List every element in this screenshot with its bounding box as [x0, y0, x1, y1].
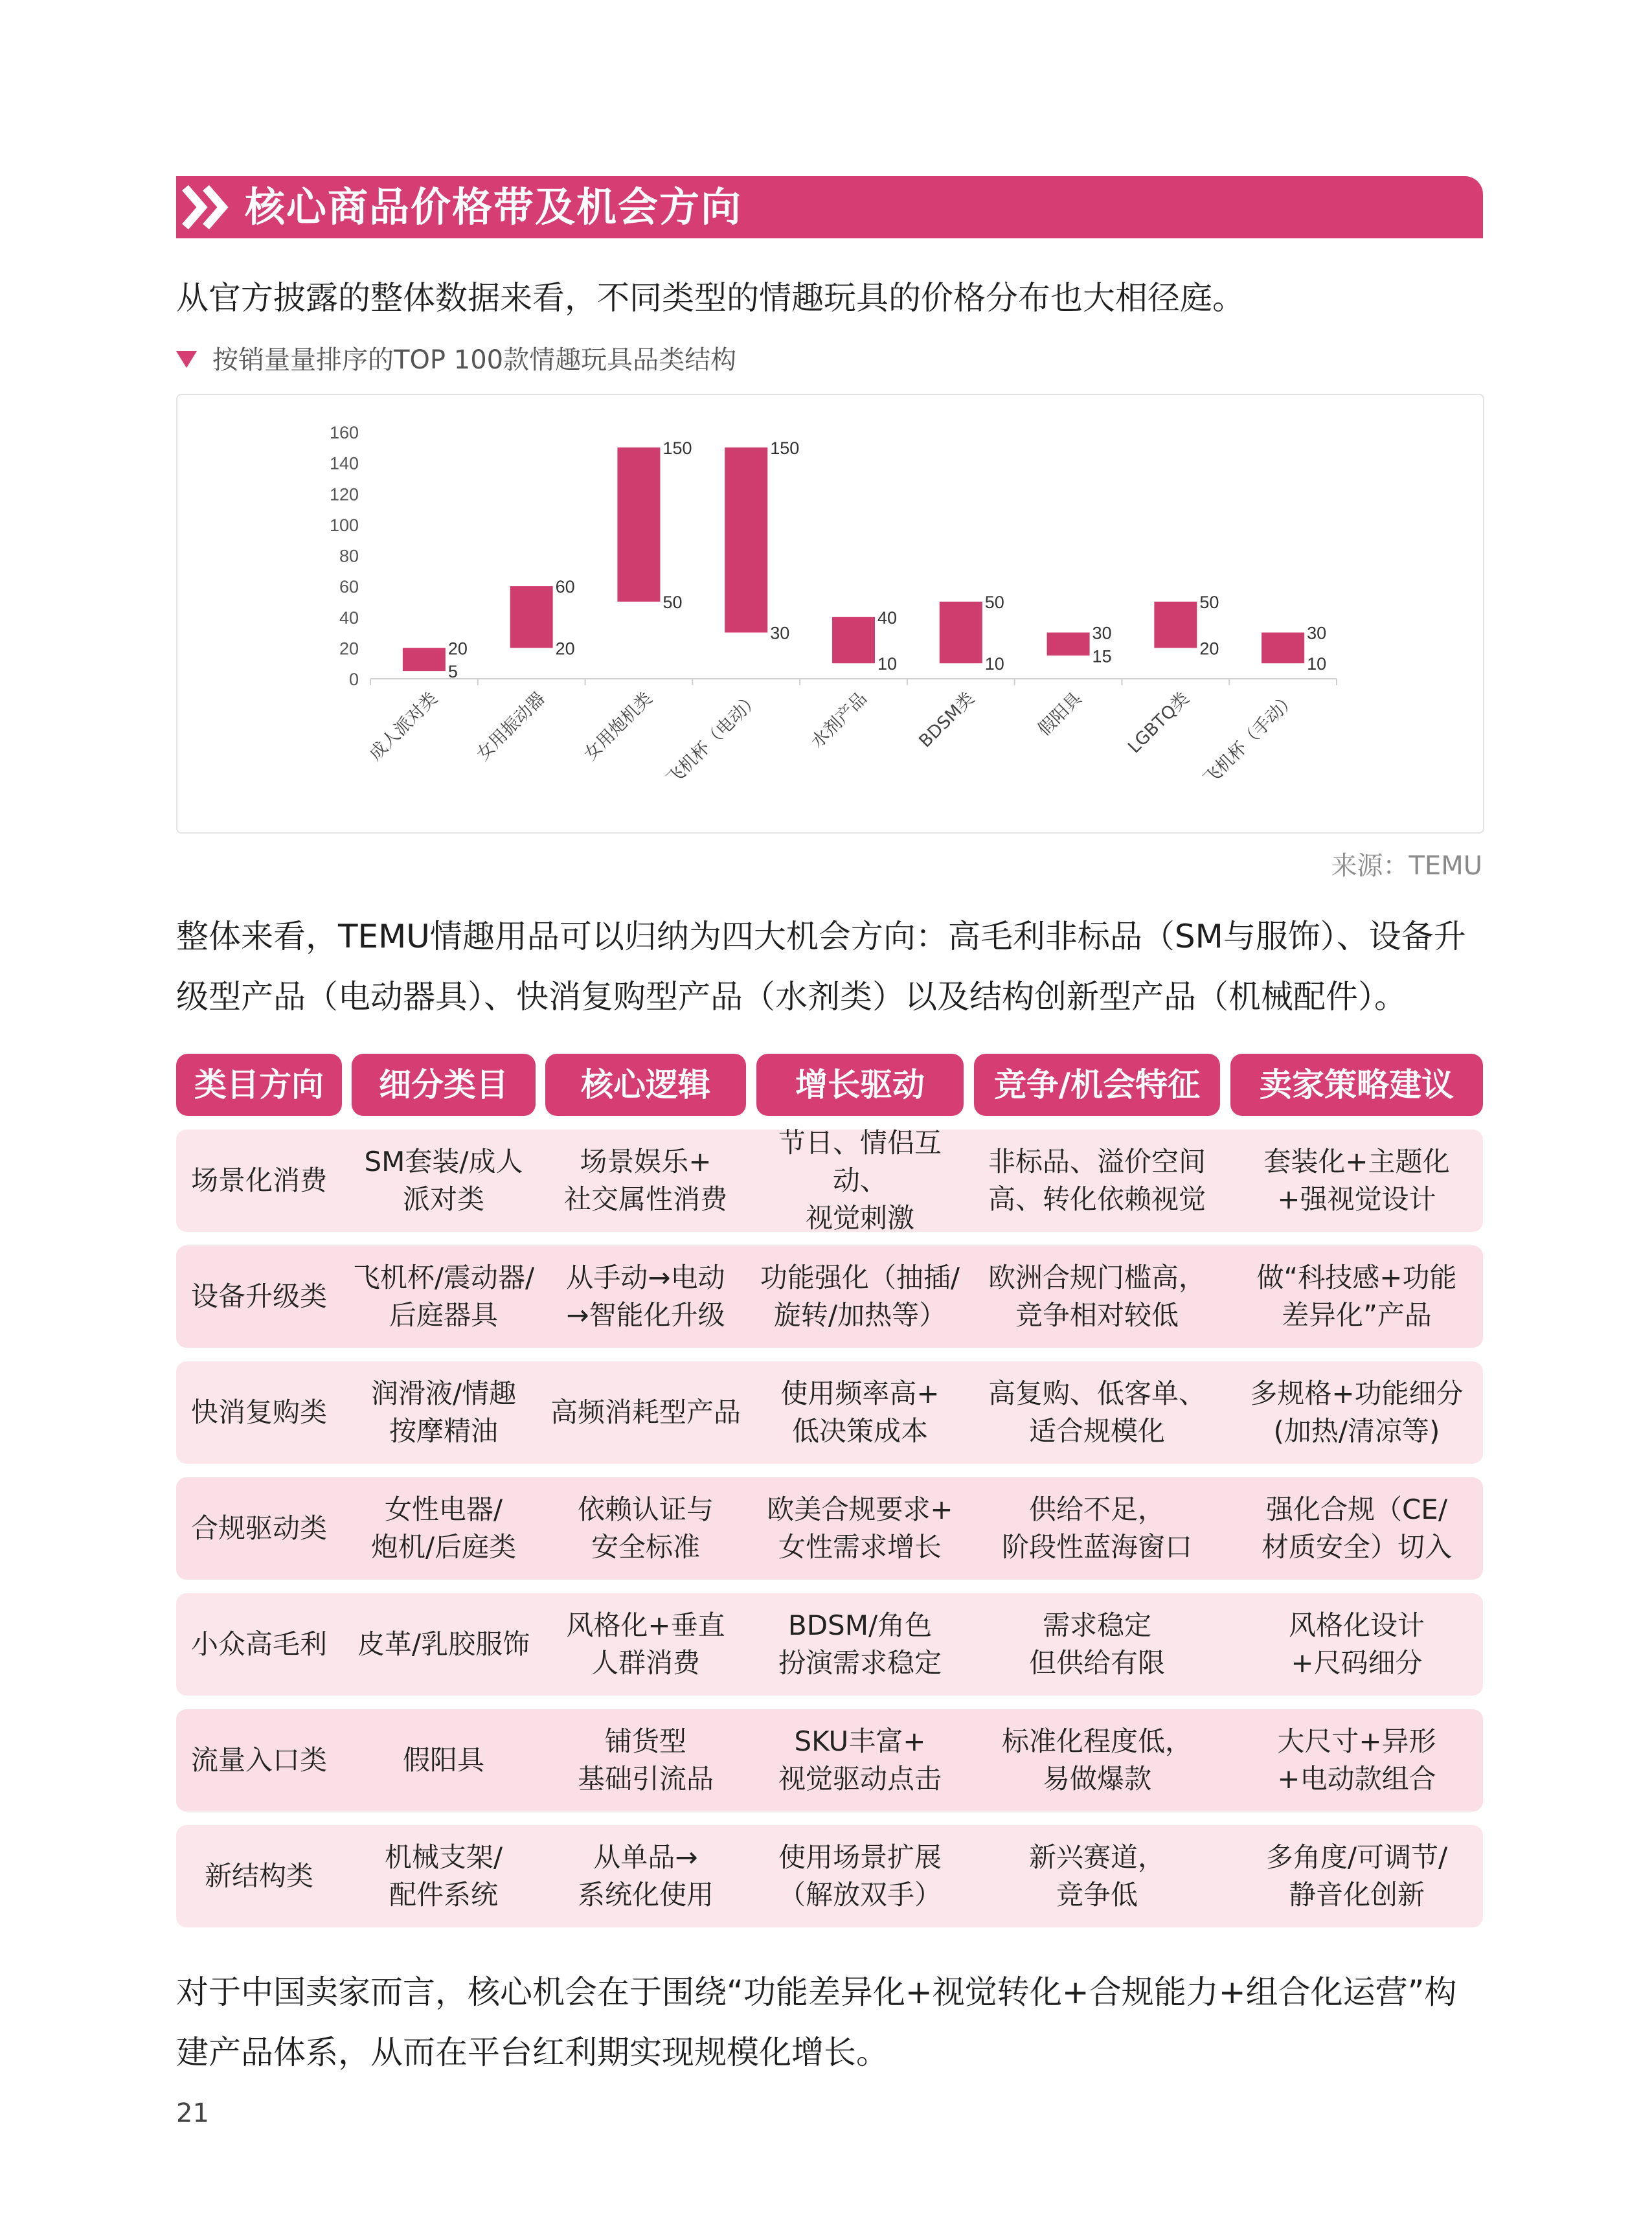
- table-row: [176, 1709, 1483, 1811]
- data-label-high: 30: [1092, 623, 1112, 643]
- table-header-cell: 增长驱动: [756, 1054, 964, 1116]
- table-cell: 高复购、低客单、 适合规模化: [988, 1378, 1206, 1447]
- conclusion-paragraph: 对于中国卖家而言，核心机会在于围绕“功能差异化+视觉转化+合规能力+组合化运营”构建产品体系，从而在平台红利期实现规模化增长。: [176, 1973, 1457, 2071]
- table-cell: 铺货型 基础引流品: [577, 1725, 714, 1795]
- y-tick-label: 60: [339, 577, 359, 597]
- table-cell: 快消复购类: [190, 1396, 327, 1428]
- range-bar: [403, 648, 446, 671]
- intro-paragraph: 从官方披露的整体数据来看，不同类型的情趣玩具的价格分布也大相径庭。: [176, 279, 1245, 317]
- y-tick-label: 160: [329, 423, 359, 442]
- table-cell: 小众高毛利: [190, 1628, 327, 1660]
- section-header-bar: [176, 176, 1483, 238]
- table-cell: 从单品→ 系统化使用: [577, 1841, 714, 1911]
- data-label-high: 50: [1199, 592, 1219, 612]
- table-cell: 需求稳定 但供给有限: [1028, 1609, 1165, 1679]
- chart-container: [176, 394, 1484, 834]
- table-cell: 润滑液/情趣 按摩精油: [370, 1378, 517, 1447]
- table-row: [176, 1477, 1483, 1580]
- table-cell: 大尺寸+异形 +电动款组合: [1277, 1725, 1436, 1795]
- table-row: [176, 1127, 1483, 1234]
- table-cell: 节日、情侣互动、 视觉刺激: [778, 1127, 942, 1234]
- table-cell: 欧美合规要求+ 女性需求增长: [767, 1493, 953, 1563]
- range-bar: [725, 448, 767, 633]
- table-cell: SM套装/成人 派对类: [364, 1146, 523, 1215]
- data-label-low: 5: [447, 662, 458, 682]
- table-header-cell: 卖家策略建议: [1230, 1054, 1483, 1116]
- data-label-low: 10: [877, 654, 898, 674]
- data-label-low: 10: [1307, 654, 1327, 674]
- category-label: BDSM类: [915, 688, 979, 752]
- table-cell: 女性电器/ 炮机/后庭类: [370, 1493, 517, 1563]
- table-cell: 多规格+功能细分 (加热/清凉等): [1250, 1378, 1464, 1447]
- range-bar: [832, 617, 875, 663]
- data-label-high: 30: [1307, 623, 1327, 643]
- category-label: 成人派对类: [365, 688, 442, 765]
- table-cell: 非标品、溢价空间 高、转化依赖视觉: [988, 1146, 1206, 1215]
- table-cell: 供给不足， 阶段性蓝海窗口: [1001, 1493, 1192, 1563]
- data-label-high: 40: [877, 608, 898, 628]
- y-tick-label: 100: [329, 515, 359, 535]
- table-cell: BDSM/角色 扮演需求稳定: [778, 1609, 942, 1679]
- table-cell: 场景娱乐+ 社交属性消费: [563, 1146, 727, 1215]
- table-cell: 流量入口类: [190, 1744, 327, 1776]
- data-label-low: 20: [555, 639, 575, 659]
- range-bar-chart: [177, 395, 1483, 832]
- range-bar: [940, 602, 982, 663]
- data-label-low: 10: [984, 654, 1004, 674]
- table-cell: 高频消耗型产品: [550, 1396, 741, 1428]
- table-cell: 使用场景扩展 （解放双手）: [778, 1841, 942, 1911]
- table-cell: 新结构类: [204, 1860, 313, 1892]
- triangle-down-icon: [176, 351, 197, 368]
- chart-caption: [176, 339, 736, 381]
- table-cell: 皮革/乳胶服饰: [357, 1628, 530, 1660]
- table-cell: 依赖认证与 安全标准: [577, 1493, 714, 1563]
- table-cell: 标准化程度低， 易做爆款: [1001, 1725, 1192, 1795]
- table-cell: 多角度/可调节/ 静音化创新: [1265, 1841, 1448, 1911]
- opportunity-table: [176, 1054, 1483, 1927]
- category-label: 飞机杯（手动）: [1199, 688, 1301, 789]
- table-header-cell: 竞争/机会特征: [974, 1054, 1220, 1116]
- category-label: 女用炮机类: [580, 688, 657, 765]
- table-cell: 做“科技感+功能 差异化”产品: [1256, 1262, 1457, 1331]
- table-row: [176, 1593, 1483, 1696]
- data-label-high: 20: [447, 639, 468, 659]
- table-cell: 风格化设计 +尺码细分: [1288, 1609, 1425, 1679]
- data-label-high: 60: [555, 577, 575, 597]
- y-tick-label: 0: [348, 670, 359, 689]
- chart-caption-text: 按销量量排序的TOP 100款情趣玩具品类结构: [212, 345, 737, 375]
- table-cell: 风格化+垂直 人群消费: [566, 1609, 725, 1679]
- category-label: LGBTQ类: [1124, 688, 1194, 758]
- category-label: 女用振动器: [473, 688, 549, 765]
- chart-source: 来源：TEMU: [1331, 851, 1482, 881]
- table-cell: 欧洲合规门槛高， 竞争相对较低: [988, 1262, 1206, 1331]
- data-label-low: 20: [1199, 639, 1219, 659]
- data-label-low: 50: [662, 592, 683, 612]
- table-cell: 合规驱动类: [190, 1512, 327, 1544]
- y-tick-label: 120: [329, 484, 359, 505]
- table-cell: 新兴赛道， 竞争低: [1028, 1841, 1165, 1911]
- summary-paragraph: 整体来看，TEMU情趣用品可以归纳为四大机会方向：高毛利非标品（SM与服饰）、设备升级型产品（电动器具）、快消复购型产品（水剂类）以及结构创新型产品（机械配件）。: [176, 918, 1466, 1016]
- data-label-low: 15: [1092, 646, 1112, 666]
- data-label-high: 150: [770, 438, 800, 458]
- data-label-low: 30: [770, 623, 790, 643]
- y-tick-label: 140: [329, 453, 359, 473]
- table-cell: 假阳具: [402, 1744, 484, 1776]
- range-bar: [1262, 633, 1304, 664]
- table-cell: 从手动→电动 →智能化升级: [566, 1262, 725, 1331]
- category-label: 假阳具: [1034, 688, 1086, 740]
- table-cell: 功能强化（抽插/ 旋转/加热等）: [760, 1262, 960, 1331]
- data-label-high: 150: [662, 438, 692, 458]
- section-title: 核心商品价格带及机会方向: [245, 183, 743, 231]
- table-cell: 使用频率高+ 低决策成本: [780, 1378, 940, 1447]
- table-cell: 设备升级类: [190, 1280, 327, 1312]
- table-cell: 强化合规（CE/ 材质安全）切入: [1261, 1493, 1452, 1563]
- page-number: 21: [176, 2098, 209, 2128]
- y-tick-label: 40: [339, 608, 359, 628]
- table-header-cell: 类目方向: [176, 1054, 342, 1116]
- table-row: [176, 1825, 1483, 1927]
- y-tick-label: 80: [339, 546, 359, 566]
- double-chevron-icon: [176, 176, 234, 238]
- data-label-high: 50: [984, 592, 1004, 612]
- range-bar: [1047, 633, 1090, 656]
- range-bar: [510, 586, 553, 648]
- table-cell: SKU丰富+ 视觉驱动点击: [778, 1725, 942, 1795]
- table-cell: 套装化+主题化 +强视觉设计: [1263, 1146, 1450, 1215]
- table-header: [176, 1054, 1483, 1116]
- table-header-cell: 核心逻辑: [545, 1054, 746, 1116]
- table-cell: 场景化消费: [190, 1164, 327, 1196]
- table-cell: 飞机杯/震动器/ 后庭器具: [352, 1262, 535, 1331]
- table-header-cell: 细分类目: [352, 1054, 536, 1116]
- table-row: [176, 1245, 1483, 1348]
- category-label: 水剂产品: [807, 688, 871, 753]
- table-row: [176, 1361, 1483, 1464]
- range-bar: [617, 448, 660, 602]
- y-tick-label: 20: [339, 639, 359, 659]
- category-label: 飞机杯（电动）: [662, 688, 764, 789]
- table-cell: 机械支架/ 配件系统: [384, 1841, 503, 1911]
- range-bar: [1154, 602, 1197, 648]
